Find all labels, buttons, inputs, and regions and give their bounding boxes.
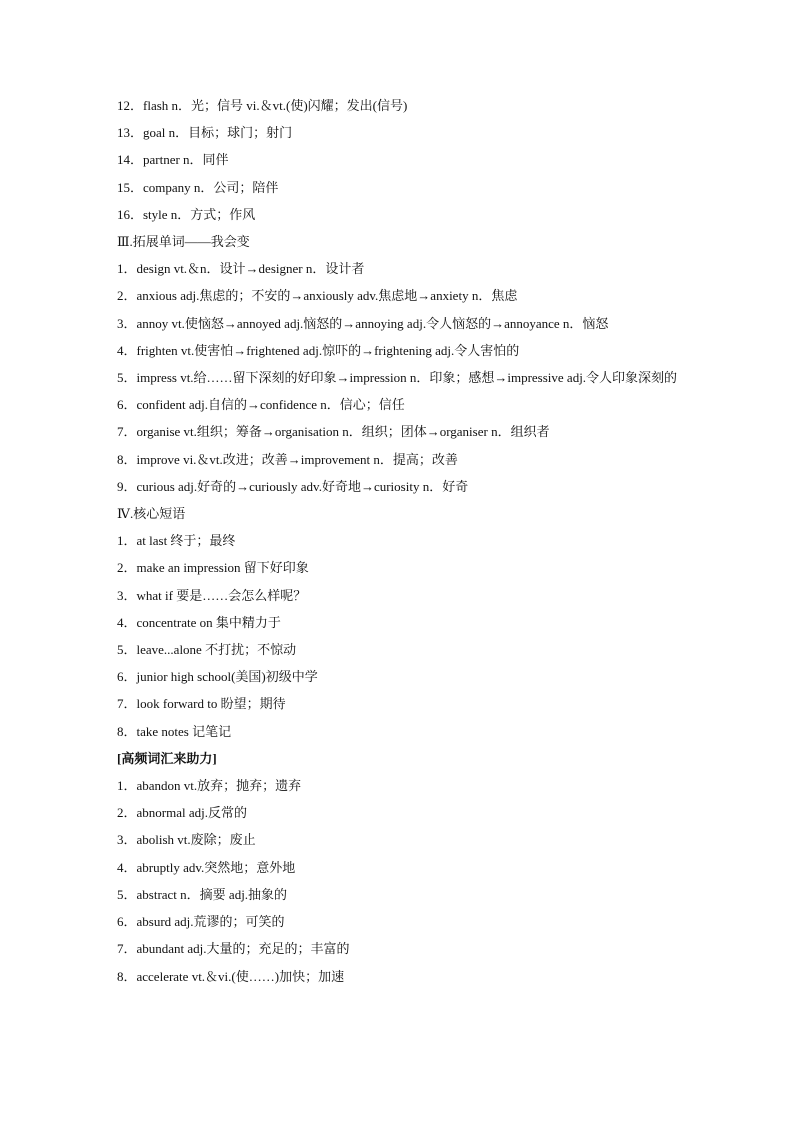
list-item: 3．what if 要是……会怎么样呢？ — [117, 587, 307, 603]
list-item: 2．anxious adj.焦虑的；不安的→anxiously adv.焦虑地→anxiety n．焦虑 — [117, 288, 518, 304]
list-item: 8．take notes 记笔记 — [117, 723, 232, 739]
list-item: 4．concentrate on 集中精力于 — [117, 614, 281, 630]
list-item: 7．look forward to 盼望；期待 — [117, 696, 286, 712]
list-item: 7．abundant adj.大量的；充足的；丰富的 — [117, 941, 350, 957]
section-heading: Ⅳ.核心短语 — [117, 506, 186, 522]
list-item: 4．abruptly adv.突然地；意外地 — [117, 859, 296, 875]
list-item: 8．accelerate vt.＆vi.(使……)加快；加速 — [117, 968, 345, 984]
list-item: 1．abandon vt.放弃；抛弃；遗弃 — [117, 778, 302, 794]
list-item: 13．goal n．目标；球门；射门 — [117, 125, 293, 141]
list-item: 2．abnormal adj.反常的 — [117, 805, 247, 821]
list-item: 2．make an impression 留下好印象 — [117, 560, 309, 576]
section-heading: [高频词汇来助力] — [117, 750, 217, 766]
list-item: 1．design vt.＆n．设计→designer n．设计者 — [117, 261, 365, 277]
document-page — [117, 92, 717, 990]
list-item: 6．junior high school(美国)初级中学 — [117, 669, 318, 685]
section-heading: Ⅲ.拓展单词——我会变 — [117, 234, 250, 250]
list-item: 7．organise vt.组织；筹备→organisation n．组织；团体→organiser n．组织者 — [117, 424, 550, 440]
list-item: 5．abstract n．摘要 adj.抽象的 — [117, 886, 288, 902]
list-item: 5．impress vt.给……留下深刻的好印象→impression n．印象；感想→impressive adj.令人印象深刻的 — [117, 370, 678, 386]
list-item: 5．leave...alone 不打扰；不惊动 — [117, 642, 297, 658]
list-item: 4．frighten vt.使害怕→frightened adj.惊吓的→frightening adj.令人害怕的 — [117, 342, 520, 358]
list-item: 14．partner n．同伴 — [117, 152, 229, 168]
list-item: 6．absurd adj.荒谬的；可笑的 — [117, 914, 285, 930]
section-core-phrases — [117, 500, 717, 745]
list-item: 16．style n．方式；作风 — [117, 206, 256, 222]
section-high-frequency-words — [117, 745, 717, 990]
list-item: 6．confident adj.自信的→confidence n．信心；信任 — [117, 397, 405, 413]
list-item: 9．curious adj.好奇的→curiously adv.好奇地→curiosity n．好奇 — [117, 478, 469, 494]
list-item: 8．improve vi.＆vt.改进；改善→improvement n．提高；改善 — [117, 451, 458, 467]
list-item: 1．at last 终于；最终 — [117, 533, 236, 549]
vocab-list-continued — [117, 92, 717, 228]
list-item: 3．annoy vt.使恼怒→annoyed adj.恼怒的→annoying adj.令人恼怒的→annoyance n．恼怒 — [117, 315, 609, 331]
section-extended-words — [117, 228, 717, 500]
list-item: 12．flash n．光；信号 vi.＆vt.(使)闪耀；发出(信号) — [117, 98, 408, 113]
list-item: 15．company n．公司；陪伴 — [117, 179, 279, 195]
list-item: 3．abolish vt.废除；废止 — [117, 832, 256, 848]
